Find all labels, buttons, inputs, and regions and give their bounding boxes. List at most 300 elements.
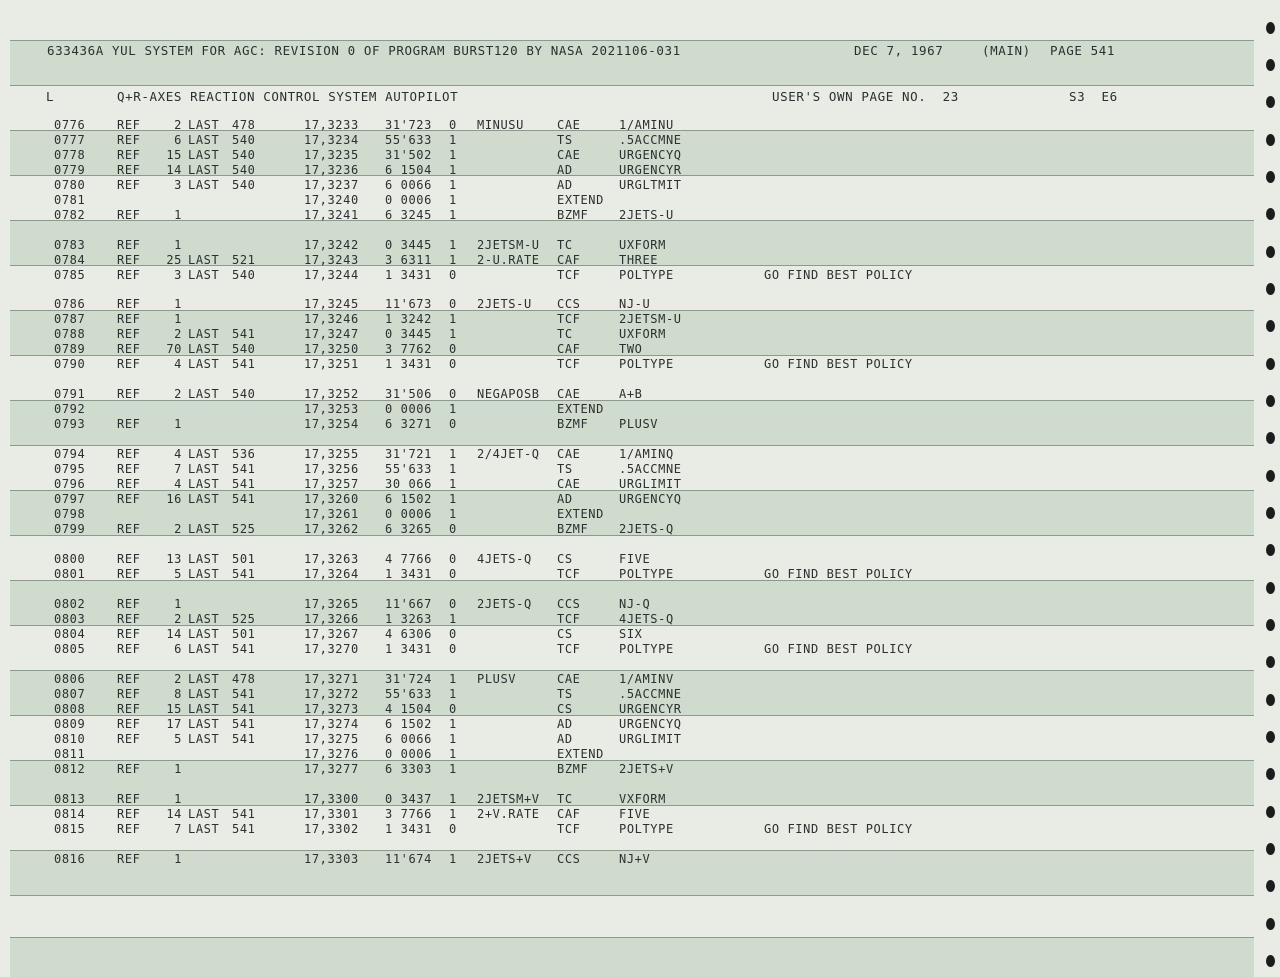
opcode: CAE (557, 148, 581, 162)
last-marker: LAST (188, 552, 220, 566)
parity: 1 (449, 163, 457, 177)
listing-row (0, 238, 1260, 253)
line-number: 0809 (54, 717, 86, 731)
sprocket-hole (1266, 544, 1275, 556)
octal-word: 6 3271 (385, 417, 432, 431)
octal-word: 0 0006 (385, 507, 432, 521)
address: 17,3233 (304, 118, 359, 132)
address: 17,3264 (304, 567, 359, 581)
last-page: 540 (232, 268, 256, 282)
address: 17,3251 (304, 357, 359, 371)
opcode: TS (557, 133, 573, 147)
operand: POLTYPE (619, 268, 674, 282)
operand: UXFORM (619, 327, 666, 341)
listing-row (0, 178, 1260, 193)
address: 17,3277 (304, 762, 359, 776)
listing-row (0, 193, 1260, 208)
listing-row (0, 702, 1260, 717)
parity: 1 (449, 193, 457, 207)
line-number: 0808 (54, 702, 86, 716)
opcode: CAE (557, 447, 581, 461)
ref-count: 2 (174, 522, 182, 536)
last-marker: LAST (188, 253, 220, 267)
operand: .5ACCMNE (619, 687, 682, 701)
sprocket-hole (1266, 395, 1275, 407)
address: 17,3236 (304, 163, 359, 177)
listing-row (0, 822, 1260, 837)
opcode: EXTEND (557, 747, 604, 761)
symbol-label: 2JETS-U (477, 297, 532, 311)
address: 17,3253 (304, 402, 359, 416)
ref-count: 5 (174, 732, 182, 746)
ref-marker: REF (117, 268, 141, 282)
ref-count: 7 (174, 822, 182, 836)
operand: FIVE (619, 807, 651, 821)
ref-count: 4 (174, 477, 182, 491)
last-marker: LAST (188, 822, 220, 836)
ref-count: 1 (174, 238, 182, 252)
ref-count: 4 (174, 357, 182, 371)
last-marker: LAST (188, 462, 220, 476)
address: 17,3303 (304, 852, 359, 866)
last-page: 478 (232, 118, 256, 132)
octal-word: 30 066 (385, 477, 432, 491)
line-number: 0796 (54, 477, 86, 491)
paper-rule (10, 895, 1254, 896)
address: 17,3247 (304, 327, 359, 341)
ref-count: 1 (174, 597, 182, 611)
ref-count: 3 (174, 178, 182, 192)
operand: UXFORM (619, 238, 666, 252)
ref-count: 1 (174, 852, 182, 866)
sprocket-hole (1266, 171, 1275, 183)
operand: THREE (619, 253, 659, 267)
line-number: 0781 (54, 193, 86, 207)
last-marker: LAST (188, 492, 220, 506)
parity: 1 (449, 852, 457, 866)
last-marker: LAST (188, 133, 220, 147)
last-page: 541 (232, 567, 256, 581)
last-marker: LAST (188, 627, 220, 641)
last-page: 541 (232, 477, 256, 491)
program-header: 633436A YUL SYSTEM FOR AGC: REVISION 0 OF PROGRAM BURST120 BY NASA 2021106-031 (47, 43, 681, 58)
ref-count: 7 (174, 462, 182, 476)
parity: 0 (449, 642, 457, 656)
parity: 1 (449, 148, 457, 162)
octal-word: 0 0006 (385, 402, 432, 416)
symbol-label: 2JETS+V (477, 852, 532, 866)
operand: NJ+V (619, 852, 651, 866)
sprocket-hole (1266, 59, 1275, 71)
parity: 1 (449, 178, 457, 192)
operand: 2JETS+V (619, 762, 674, 776)
last-marker: LAST (188, 807, 220, 821)
address: 17,3235 (304, 148, 359, 162)
ref-marker: REF (117, 852, 141, 866)
listing-row (0, 552, 1260, 567)
octal-word: 6 1504 (385, 163, 432, 177)
last-marker: LAST (188, 387, 220, 401)
last-marker: LAST (188, 522, 220, 536)
last-marker: LAST (188, 148, 220, 162)
parity: 0 (449, 118, 457, 132)
parity: 1 (449, 747, 457, 761)
sprocket-hole (1266, 768, 1275, 780)
symbol-label: 4JETS-Q (477, 552, 532, 566)
sprocket-hole (1266, 246, 1275, 258)
line-number: 0799 (54, 522, 86, 536)
operand: 2JETSM-U (619, 312, 682, 326)
listing-row (0, 357, 1260, 372)
comment: GO FIND BEST POLICY (764, 268, 913, 282)
line-number: 0794 (54, 447, 86, 461)
ref-marker: REF (117, 687, 141, 701)
line-number: 0790 (54, 357, 86, 371)
ref-marker: REF (117, 792, 141, 806)
listing-row (0, 747, 1260, 762)
line-number: 0795 (54, 462, 86, 476)
opcode: TCF (557, 822, 581, 836)
opcode: AD (557, 732, 573, 746)
sprocket-hole (1266, 731, 1275, 743)
ref-count: 15 (166, 702, 182, 716)
parity: 1 (449, 717, 457, 731)
octal-word: 1 3242 (385, 312, 432, 326)
last-marker: LAST (188, 642, 220, 656)
parity: 1 (449, 792, 457, 806)
listing-row (0, 402, 1260, 417)
ref-count: 5 (174, 567, 182, 581)
parity: 0 (449, 342, 457, 356)
listing-row (0, 208, 1260, 223)
last-page: 540 (232, 342, 256, 356)
symbol-label: MINUSU (477, 118, 524, 132)
parity: 0 (449, 822, 457, 836)
address: 17,3260 (304, 492, 359, 506)
last-page: 541 (232, 822, 256, 836)
address: 17,3300 (304, 792, 359, 806)
address: 17,3241 (304, 208, 359, 222)
last-marker: LAST (188, 717, 220, 731)
ref-count: 15 (166, 148, 182, 162)
parity: 1 (449, 327, 457, 341)
operand: FIVE (619, 552, 651, 566)
address: 17,3246 (304, 312, 359, 326)
ref-marker: REF (117, 807, 141, 821)
ref-count: 8 (174, 687, 182, 701)
parity: 1 (449, 447, 457, 461)
ref-marker: REF (117, 312, 141, 326)
ref-count: 1 (174, 417, 182, 431)
listing-date: DEC 7, 1967 (854, 43, 944, 58)
line-number: 0776 (54, 118, 86, 132)
octal-word: 1 3431 (385, 268, 432, 282)
sprocket-hole (1266, 96, 1275, 108)
parity: 1 (449, 133, 457, 147)
octal-word: 6 3265 (385, 522, 432, 536)
octal-word: 11'673 (385, 297, 432, 311)
parity: 0 (449, 417, 457, 431)
octal-word: 6 1502 (385, 492, 432, 506)
operand: POLTYPE (619, 357, 674, 371)
opcode: TS (557, 687, 573, 701)
octal-word: 4 6306 (385, 627, 432, 641)
opcode: CAF (557, 342, 581, 356)
last-page: 525 (232, 522, 256, 536)
octal-word: 1 3431 (385, 642, 432, 656)
ref-marker: REF (117, 208, 141, 222)
address: 17,3243 (304, 253, 359, 267)
symbol-label: 2-U.RATE (477, 253, 540, 267)
operand: POLTYPE (619, 642, 674, 656)
operand: A+B (619, 387, 643, 401)
opcode: TCF (557, 268, 581, 282)
parity: 0 (449, 702, 457, 716)
paper-rule (10, 937, 1254, 938)
ref-count: 14 (166, 807, 182, 821)
last-marker: LAST (188, 327, 220, 341)
ref-count: 16 (166, 492, 182, 506)
octal-word: 1 3263 (385, 612, 432, 626)
ref-marker: REF (117, 522, 141, 536)
sprocket-hole (1266, 582, 1275, 594)
operand: URGLIMIT (619, 477, 682, 491)
sprocket-hole (1266, 656, 1275, 668)
listing-flag: L (46, 89, 55, 104)
address: 17,3266 (304, 612, 359, 626)
line-number: 0787 (54, 312, 86, 326)
ref-marker: REF (117, 178, 141, 192)
opcode: AD (557, 178, 573, 192)
operand: 2JETS-U (619, 208, 674, 222)
listing-row (0, 807, 1260, 822)
opcode: CS (557, 552, 573, 566)
listing-row (0, 148, 1260, 163)
operand: URGLIMIT (619, 732, 682, 746)
last-page: 501 (232, 627, 256, 641)
parity: 1 (449, 253, 457, 267)
address: 17,3250 (304, 342, 359, 356)
symbol-label: 2JETS-Q (477, 597, 532, 611)
operand: POLTYPE (619, 567, 674, 581)
opcode: EXTEND (557, 193, 604, 207)
opcode: CAF (557, 253, 581, 267)
users-page-number: USER'S OWN PAGE NO. 23 (772, 89, 959, 104)
octal-word: 0 0006 (385, 193, 432, 207)
address: 17,3263 (304, 552, 359, 566)
listing-row (0, 852, 1260, 867)
listing-section: (MAIN) (982, 43, 1031, 58)
address: 17,3256 (304, 462, 359, 476)
address: 17,3262 (304, 522, 359, 536)
opcode: CS (557, 702, 573, 716)
symbol-label: PLUSV (477, 672, 517, 686)
parity: 1 (449, 732, 457, 746)
opcode: TC (557, 238, 573, 252)
last-marker: LAST (188, 163, 220, 177)
parity: 0 (449, 597, 457, 611)
operand: URGLTMIT (619, 178, 682, 192)
sprocket-hole (1266, 955, 1275, 967)
parity: 1 (449, 807, 457, 821)
line-number: 0792 (54, 402, 86, 416)
listing-row (0, 672, 1260, 687)
address: 17,3255 (304, 447, 359, 461)
ref-marker: REF (117, 342, 141, 356)
address: 17,3244 (304, 268, 359, 282)
paper-rule (10, 445, 1254, 446)
line-number: 0780 (54, 178, 86, 192)
opcode: CAF (557, 807, 581, 821)
parity: 0 (449, 297, 457, 311)
sprocket-hole (1266, 358, 1275, 370)
address: 17,3234 (304, 133, 359, 147)
line-number: 0784 (54, 253, 86, 267)
parity: 0 (449, 522, 457, 536)
octal-word: 6 0066 (385, 732, 432, 746)
last-page: 541 (232, 687, 256, 701)
opcode: AD (557, 492, 573, 506)
sprocket-hole (1266, 283, 1275, 295)
octal-word: 55'633 (385, 687, 432, 701)
octal-word: 1 3431 (385, 567, 432, 581)
opcode: TCF (557, 612, 581, 626)
address: 17,3267 (304, 627, 359, 641)
opcode: CAE (557, 672, 581, 686)
line-number: 0813 (54, 792, 86, 806)
address: 17,3274 (304, 717, 359, 731)
opcode: CS (557, 627, 573, 641)
ref-count: 1 (174, 762, 182, 776)
listing-row (0, 612, 1260, 627)
ref-count: 2 (174, 118, 182, 132)
paper-rule (10, 40, 1254, 41)
line-number: 0816 (54, 852, 86, 866)
operand: .5ACCMNE (619, 133, 682, 147)
address: 17,3245 (304, 297, 359, 311)
ref-marker: REF (117, 492, 141, 506)
line-number: 0778 (54, 148, 86, 162)
operand: URGENCYR (619, 163, 682, 177)
octal-word: 55'633 (385, 133, 432, 147)
ref-marker: REF (117, 567, 141, 581)
line-number: 0782 (54, 208, 86, 222)
parity: 1 (449, 762, 457, 776)
ref-marker: REF (117, 672, 141, 686)
opcode: CAE (557, 118, 581, 132)
last-page: 521 (232, 253, 256, 267)
parity: 1 (449, 507, 457, 521)
line-number: 0801 (54, 567, 86, 581)
address: 17,3254 (304, 417, 359, 431)
ref-count: 25 (166, 253, 182, 267)
line-number: 0807 (54, 687, 86, 701)
last-marker: LAST (188, 567, 220, 581)
line-number: 0789 (54, 342, 86, 356)
address: 17,3257 (304, 477, 359, 491)
parity: 1 (449, 612, 457, 626)
octal-word: 6 0066 (385, 178, 432, 192)
ref-marker: REF (117, 253, 141, 267)
octal-word: 31'723 (385, 118, 432, 132)
paper-rule (10, 670, 1254, 671)
octal-word: 0 0006 (385, 747, 432, 761)
operand: 4JETS-Q (619, 612, 674, 626)
paper-rule (10, 85, 1254, 86)
opcode: CCS (557, 297, 581, 311)
opcode: TCF (557, 642, 581, 656)
operand: 2JETS-Q (619, 522, 674, 536)
comment: GO FIND BEST POLICY (764, 642, 913, 656)
opcode: TCF (557, 357, 581, 371)
operand: TWO (619, 342, 643, 356)
octal-word: 6 3303 (385, 762, 432, 776)
opcode: TCF (557, 567, 581, 581)
listing-row (0, 417, 1260, 432)
parity: 1 (449, 238, 457, 252)
opcode: TC (557, 327, 573, 341)
last-page: 478 (232, 672, 256, 686)
opcode: TS (557, 462, 573, 476)
opcode: BZMF (557, 208, 589, 222)
last-page: 541 (232, 357, 256, 371)
opcode: TCF (557, 312, 581, 326)
listing-row (0, 642, 1260, 657)
ref-marker: REF (117, 133, 141, 147)
ref-count: 17 (166, 717, 182, 731)
listing-row (0, 507, 1260, 522)
octal-word: 0 3445 (385, 327, 432, 341)
address: 17,3301 (304, 807, 359, 821)
octal-word: 6 1502 (385, 717, 432, 731)
octal-word: 55'633 (385, 462, 432, 476)
comment: GO FIND BEST POLICY (764, 357, 913, 371)
octal-word: 31'502 (385, 148, 432, 162)
listing-row (0, 732, 1260, 747)
octal-word: 31'721 (385, 447, 432, 461)
listing-row (0, 762, 1260, 777)
green-band (10, 937, 1254, 977)
ref-marker: REF (117, 702, 141, 716)
ref-count: 4 (174, 447, 182, 461)
opcode: TC (557, 792, 573, 806)
listing-row (0, 312, 1260, 327)
paper-rule (10, 850, 1254, 851)
last-marker: LAST (188, 178, 220, 192)
last-marker: LAST (188, 672, 220, 686)
last-page: 501 (232, 552, 256, 566)
ref-count: 2 (174, 672, 182, 686)
ref-marker: REF (117, 447, 141, 461)
sprocket-hole (1266, 507, 1275, 519)
operand: SIX (619, 627, 643, 641)
listing-row (0, 253, 1260, 268)
symbol-label: 2JETSM-U (477, 238, 540, 252)
parity: 0 (449, 357, 457, 371)
symbol-label: 2+V.RATE (477, 807, 540, 821)
ref-count: 1 (174, 312, 182, 326)
parity: 1 (449, 462, 457, 476)
octal-word: 3 6311 (385, 253, 432, 267)
last-page: 540 (232, 133, 256, 147)
ref-count: 6 (174, 642, 182, 656)
ref-marker: REF (117, 612, 141, 626)
listing-row (0, 133, 1260, 148)
last-marker: LAST (188, 268, 220, 282)
line-number: 0806 (54, 672, 86, 686)
ref-count: 70 (166, 342, 182, 356)
address: 17,3271 (304, 672, 359, 686)
